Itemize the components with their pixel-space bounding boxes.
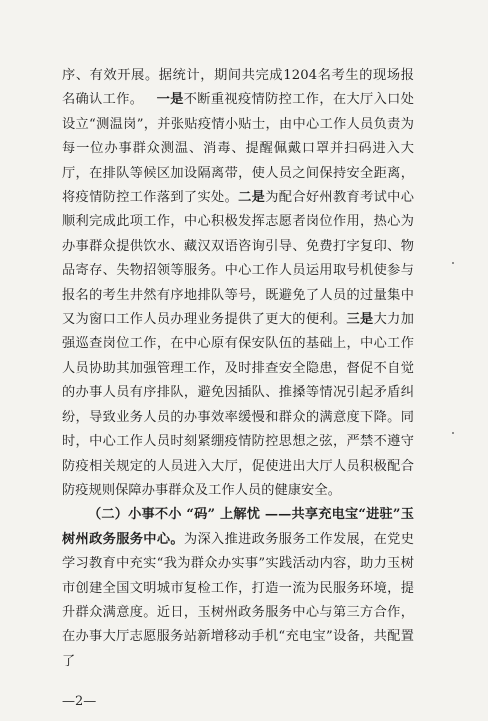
paragraph-2 [62, 503, 414, 674]
paragraph-1 [62, 64, 414, 503]
paragraph-1-emphasis-2: 二是 [238, 190, 266, 206]
section-heading: （二）小事不小 “码” 上解忧 ——共享充电宝“进驻”玉树州政务服务中心。 [62, 507, 414, 547]
paragraph-1-text-1: 序、有效开展。据统计，期间共完成1204名考生的现场报名确认工作。 [62, 68, 414, 108]
paragraph-1-text-4: 大力加强巡查岗位工作，在中心原有保安队伍的基础上，中心工作人员协助其加强管理工作，及时排查安全隐患，督促不自觉的办事人员有序排队，避免因插队、推搡等情况引起矛盾纠纷，导致业务人员的办事效率缓慢和群众的满意度下降。同时，中心工作人员时刻紧绷疫情防控思想之弦，严禁不遵守防疫相关规定的人员进入大厅，促使进出大厅人员积极配合防疫规则保障办事群众及工作人员的健康安全。 [62, 312, 414, 498]
document-body [62, 64, 414, 674]
paper-mark [452, 432, 454, 434]
paragraph-1-emphasis-3: 三是 [346, 312, 374, 328]
paper-mark [452, 262, 454, 264]
page-number: —2— [62, 694, 97, 709]
paragraph-1-text-2: 不断重视疫情防控工作，在大厅入口处设立“测温岗”，并张贴疫情小贴士，由中心工作人员负责为每一位办事群众测温、消毒、提醒佩戴口罩并扫码进入大厅，在排队等候区加设隔离带，使人员之间保持安全距离，将疫情防控工作落到了实处。 [62, 92, 414, 206]
paragraph-2-body: 为深入推进政务服务工作发展，在党史学习教育中充实“我为群众办实事”实践活动内容，助力玉树市创建全国文明城市复检工作，打造一流为民服务环境，提升群众满意度。近日，玉树州政务服务中心与第三方合作，在办事大厅志愿服务站新增移动手机“充电宝”设备，共配置了 [62, 531, 414, 669]
paragraph-1-text-3: 为配合好州教育考试中心顺利完成此项工作，中心积极发挥志愿者岗位作用，热心为办事群众提供饮水、藏汉双语咨询引导、免费打字复印、物品寄存、失物招领等服务。中心工作人员运用取号机使参与报名的考生井然有序地排队等号，既避免了人员的过量集中又为窗口工作人员办理业务提供了更大的便利。 [62, 190, 414, 328]
paragraph-1-emphasis-1: 一是 [156, 92, 184, 108]
